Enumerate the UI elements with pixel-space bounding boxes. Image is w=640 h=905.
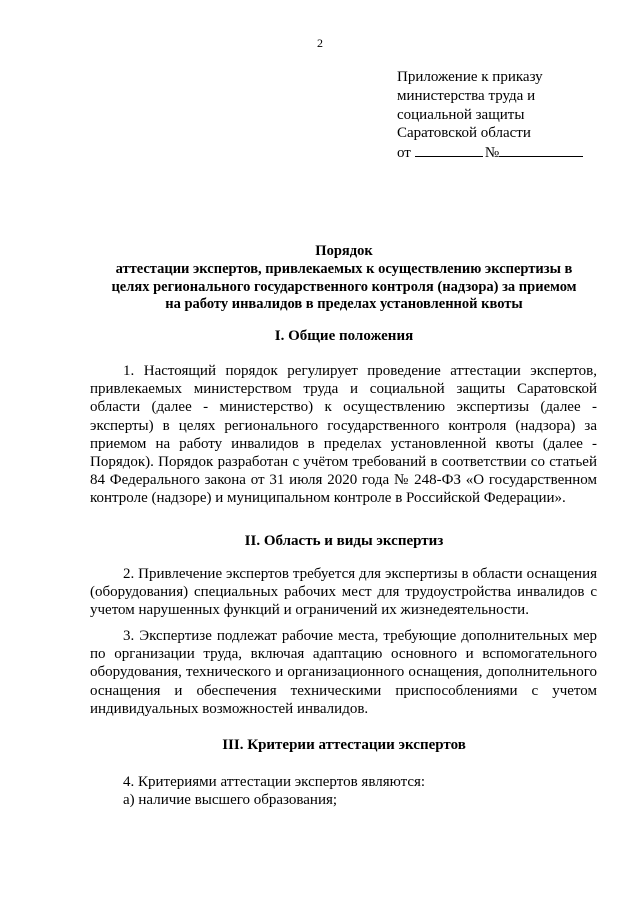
paragraph-1: 1. Настоящий порядок регулирует проведение аттестации экспертов, привлекаемых министерством труда и социальной защиты Саратовской области (далее - министерство) к осуществлению экспертизы (далее - эксперты) в целях регионального государственного контроля (надзора) за приемом на работу инвалидов в пределах установленной квоты (далее - Порядок). Порядок разработан с учётом требований в соответствии со статьей 84 Федерального закона от 31 июля 2020 года № 248-ФЗ «О государственном контроле (надзоре) и муниципальном контроле в Российской Федерации». bbox=[90, 363, 597, 507]
section-heading-criteria: III. Критерии аттестации экспертов bbox=[222, 737, 466, 753]
title-line-1: Порядок bbox=[315, 243, 373, 259]
number-sign: № bbox=[484, 145, 500, 162]
page-number: 2 bbox=[317, 36, 323, 50]
appendix-line-1: Приложение к приказу bbox=[397, 69, 543, 85]
paragraph-3: 3. Экспертизе подлежат рабочие места, требующие дополнительных мер по организации труда, включая адаптацию основного и вспомогательного оборудования, технического и организационного оснащения, дополнительного оснащения и обеспечения техническими приспособлениями с учетом индивидуальных возможностей инвалидов. bbox=[90, 628, 597, 717]
appendix-line-2: министерства труда и bbox=[397, 87, 536, 104]
document-title bbox=[90, 243, 598, 314]
appendix-line-4: Саратовской области bbox=[397, 125, 531, 142]
paragraph-4: 4. Критериями аттестации экспертов являются: bbox=[123, 774, 426, 790]
appendix-block bbox=[397, 68, 607, 163]
section-heading-scope: II. Область и виды экспертиз bbox=[244, 533, 444, 549]
appendix-line-3: социальной защиты bbox=[397, 106, 525, 123]
number-blank bbox=[499, 143, 583, 157]
section-heading-general: I. Общие положения bbox=[274, 328, 414, 344]
date-blank bbox=[415, 143, 483, 157]
title-line-4: на работу инвалидов в пределах установленной квоты bbox=[165, 296, 523, 313]
title-line-2: аттестации экспертов, привлекаемых к осуществлению экспертизы в bbox=[115, 260, 573, 277]
paragraph-2: 2. Привлечение экспертов требуется для экспертизы в области оснащения (оборудования) специальных рабочих мест для трудоустройства инвалидов с учетом нарушенных функций и ограничений их жизнедеятельности. bbox=[90, 566, 597, 619]
criteria-item-a: а) наличие высшего образования; bbox=[123, 792, 338, 808]
title-line-3: целях регионального государственного контроля (надзора) за приемом bbox=[111, 278, 577, 295]
appendix-date-line bbox=[397, 143, 607, 163]
date-prefix: от bbox=[397, 145, 411, 162]
